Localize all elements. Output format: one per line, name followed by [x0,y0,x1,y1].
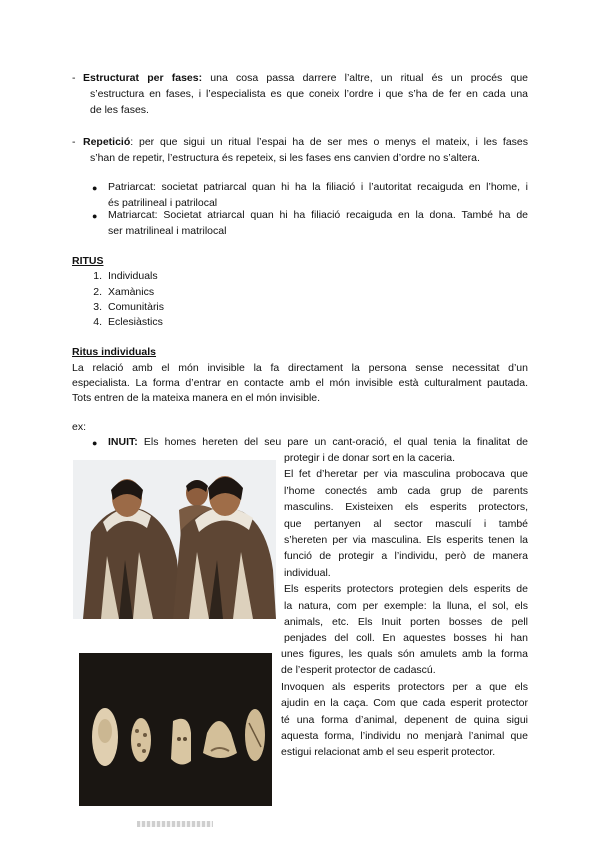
ritus-item: Comunitàris [108,301,165,313]
ritus-item: Eclesiàstics [108,316,163,328]
fases-line-2: s’estructura en fases, i l’especialista es que coneix l’ordre i que s’ha de fer en cada una [90,88,528,100]
fases-line-3: de les fases. [90,104,149,116]
bullet-dot: ● [92,438,98,448]
ritus-heading: RITUS [72,255,104,267]
inuit-first-line: INUIT: Els homes hereten del seu pare un cant-oració, el qual tenia la finalitat de [108,436,528,448]
inuit-family-illustration [73,460,276,619]
inuit-family-photo [73,460,276,619]
fases-line-1: Estructurat per fases: una cosa passa darrere l’altre, un ritual és un procés que [83,72,528,84]
bullet-patriarcat-line-1: Patriarcat: societat patriarcal quan hi ha la filiació i l’autoritat recaiguda en l’home, i [108,181,528,193]
ritus-individuals-line: La relació amb el món invisible la fa directament la persona sense necessitat d’un [72,362,528,374]
bullet-matriarcat-line-2: ser matrilineal i matrilocal [108,225,227,237]
bullet-matriarcat-line-1: Matriarcat: Societat atriarcal quan hi ha filiació recaiguda en la dona. També ha de [108,209,528,221]
inuit-body-lower: unes figures, les quals són amulets amb la forma de l’esperit protector de cadascú. Invoquen als esperits protectors per a que els ajudin en la caça. Com que cada esperit protector té una forma d’animal, depenent de quina sigui aquesta forma, l’individu no menjarà l’animal que estigui relacionat amb el seu esperit protector. [281,648,528,759]
repeticio-line-2: s’han de repetir, l’estructura és repeteix, si les fases ens canvien d’ordre no s’altera. [90,152,480,164]
dash-marker: - [72,72,76,84]
fases-term: Estructurat per fases: [83,72,203,84]
example-label: ex: [72,421,87,433]
ritus-individuals-heading: Ritus individuals [72,346,157,358]
bullet-patriarcat-line-2: és patrilineal i patrilocal [108,197,218,209]
ritus-individuals-line: especialista. La forma d’entrar en contacte amb el món invisible està culturalment pautada. [72,377,528,389]
ritus-individuals-line: Tots entren de la mateixa manera en el món invisible. [72,392,321,404]
ritus-item: Individuals [108,270,158,282]
repeticio-term: Repetició [83,136,131,148]
bullet-dot: ● [92,183,98,193]
inuit-term: INUIT: [108,436,138,448]
amulets-photo [79,653,272,806]
dash-marker: - [72,136,76,148]
repeticio-line-1: Repetició: per que sigui un ritual l’espai ha de ser mes o menys el mateix, i les fases [83,136,528,148]
bullet-dot: ● [92,211,98,221]
inuit-body: protegir i de donar sort en la caceria. El fet d’heretar per via masculina probocava que l’home conectés amb cada grup de parents masculins. Existeixen els esperits protectors, que pertanyen al sector masculí i també s’hereten per via masculina. Els esperits tenen la funció de protegir a l’individu, però de manera individual. Els esperits protectors protegien dels esperits de la natura, com per exemple: la lluna, el sol, els animals, etc. Els Inuit porten bosses de pell penjades del coll. En aquestes bosses hi han [284,452,528,645]
image-caption-mark [137,821,213,827]
amulets-illustration [79,653,272,806]
ritus-item: Xamànics [108,286,155,298]
